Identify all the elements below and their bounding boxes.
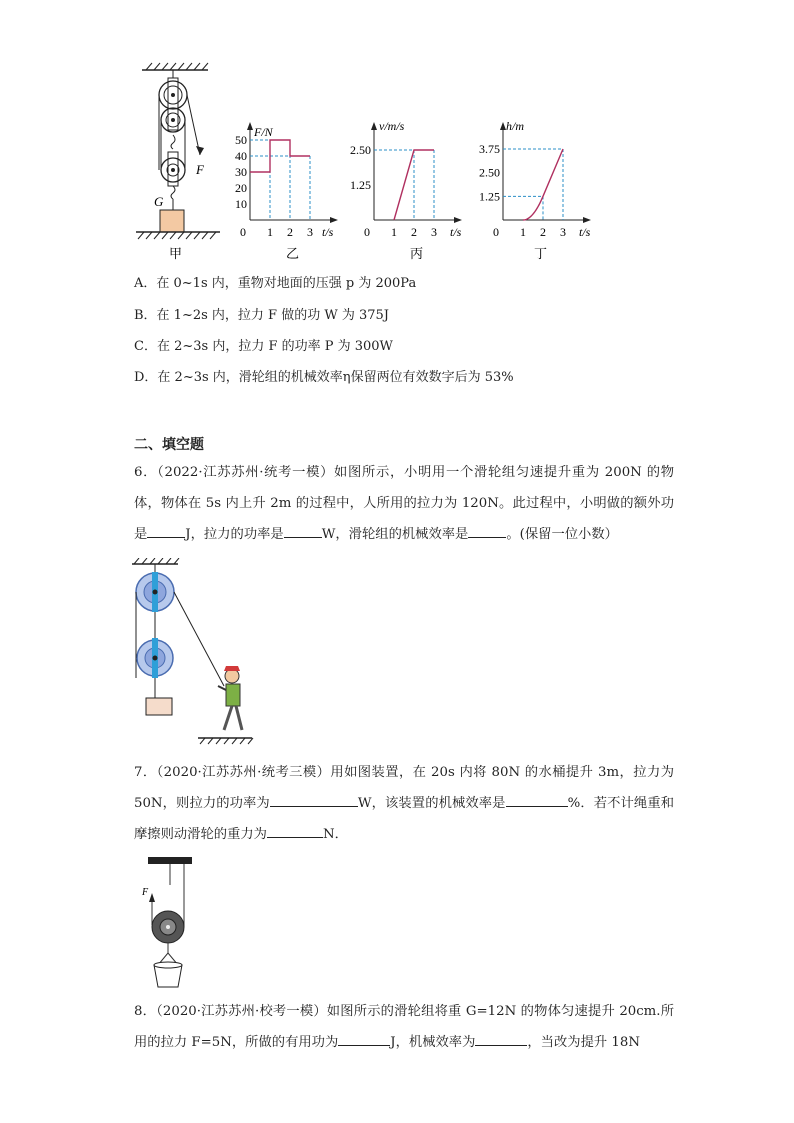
yi-ytick-label: 30 bbox=[235, 165, 247, 179]
q7-text-1: 7．（2020·江苏苏州·统考三模）用如图装置，在 20s 内将 80N 的水桶提升 3m，拉力为 50N，则拉力的功率为 bbox=[134, 765, 674, 811]
yi-ytick-label: 40 bbox=[235, 149, 247, 163]
q7-text-2: W，该装置的机械效率是 bbox=[357, 796, 506, 811]
caption-jia: 甲 bbox=[169, 246, 183, 261]
q7-blank-1[interactable] bbox=[270, 794, 358, 807]
ding-xlabel: t/s bbox=[579, 225, 591, 239]
bing-xlabel: t/s bbox=[450, 225, 462, 239]
q7-blank-3[interactable] bbox=[267, 825, 323, 838]
ding-ytick-label: 1.25 bbox=[479, 189, 500, 204]
q8-blank-2[interactable] bbox=[475, 1033, 527, 1046]
weight-label-G: G bbox=[154, 194, 164, 209]
ding-xtick-label: 1 bbox=[520, 225, 526, 239]
yi-ytick-label: 20 bbox=[235, 181, 247, 195]
graph-ding bbox=[479, 119, 591, 261]
graph-yi bbox=[235, 122, 338, 261]
ding-xtick-label: 2 bbox=[540, 225, 546, 239]
q6-blank-2[interactable] bbox=[284, 525, 322, 538]
ding-ylabel: h/m bbox=[506, 119, 524, 133]
figure-q7 bbox=[140, 855, 200, 995]
yi-xtick-label: 1 bbox=[267, 225, 273, 239]
question-7 bbox=[134, 757, 674, 850]
bing-ytick-label: 1.25 bbox=[350, 178, 371, 192]
q7-text-4: N． bbox=[322, 827, 348, 842]
option-b: B．在 1~2s 内，拉力 F 做的功 W 为 375J bbox=[134, 308, 389, 323]
yi-ylabel: F/N bbox=[254, 125, 273, 139]
q6-text-3: W，滑轮组的机械效率是 bbox=[321, 527, 469, 542]
option-d: D．在 2~3s 内，滑轮组的机械效率η保留两位有效数字后为 53% bbox=[134, 370, 514, 385]
option-a: A．在 0~1s 内，重物对地面的压强 p 为 200Pa bbox=[134, 276, 417, 291]
bing-xtick-label: 2 bbox=[411, 225, 417, 239]
caption-ding: 丁 bbox=[534, 246, 548, 261]
yi-xtick-label: 2 bbox=[287, 225, 293, 239]
q7-text-3: %．若不计绳重和摩擦则动滑轮的重力为 bbox=[134, 796, 675, 842]
pulley-diagram-jia bbox=[136, 63, 220, 261]
q8-text-1: 8．（2020·江苏苏州·校考一模）如图所示的滑轮组将重 G=12N 的物体匀速提升 20cm.所用的拉力 F=5N，所做的有用功为 bbox=[134, 1004, 674, 1050]
figure-q5 bbox=[128, 60, 598, 265]
q8-blank-1[interactable] bbox=[338, 1033, 390, 1046]
q6-text-4: 。(保留一位小数） bbox=[506, 527, 618, 542]
q6-blank-1[interactable] bbox=[147, 525, 185, 538]
ding-series-line bbox=[523, 149, 563, 220]
bing-xtick-label: 0 bbox=[364, 225, 370, 239]
q6-blank-3[interactable] bbox=[468, 525, 506, 538]
option-c: C．在 2~3s 内，拉力 F 的功率 P 为 300W bbox=[134, 339, 393, 354]
q8-text-3: ，当改为提升 18N bbox=[527, 1035, 640, 1050]
caption-bing: 丙 bbox=[410, 246, 424, 261]
yi-xtick-label: 0 bbox=[240, 225, 246, 239]
yi-ytick-label: 50 bbox=[235, 133, 247, 147]
bing-xtick-label: 3 bbox=[431, 225, 437, 239]
question-6 bbox=[134, 457, 674, 550]
force-label-F: F bbox=[196, 162, 204, 177]
ding-ytick-label: 3.75 bbox=[479, 142, 500, 156]
figure-q6 bbox=[128, 558, 258, 748]
q6-text-1: 6．（2022·江苏苏州·统考一模）如图所示，小明用一个滑轮组匀速提升重为 200N 的物体，物体在 5s 内上升 2m 的过程中，人所用的拉力为 120N。此过程中，小明做的额外功是 bbox=[134, 465, 674, 542]
caption-yi: 乙 bbox=[286, 246, 300, 261]
bing-ytick-label: 2.50 bbox=[350, 143, 371, 157]
q6-text-2: J，拉力的功率是 bbox=[185, 527, 284, 542]
question-8 bbox=[134, 996, 674, 1058]
yi-ytick-label: 10 bbox=[235, 197, 247, 211]
ding-ytick-label: 2.50 bbox=[479, 165, 500, 180]
yi-xlabel: t/s bbox=[322, 225, 334, 239]
ding-xtick-label: 0 bbox=[493, 225, 499, 239]
q7-blank-2[interactable] bbox=[506, 794, 568, 807]
yi-xtick-label: 3 bbox=[307, 225, 313, 239]
bing-ylabel: v/m/s bbox=[379, 119, 405, 133]
graph-bing bbox=[350, 119, 462, 261]
section-title: 二、填空题 bbox=[134, 437, 204, 453]
q7-force-label: F bbox=[142, 887, 149, 898]
q8-text-2: J，机械效率为 bbox=[390, 1035, 476, 1050]
ding-xtick-label: 3 bbox=[560, 225, 566, 239]
bing-xtick-label: 1 bbox=[391, 225, 397, 239]
